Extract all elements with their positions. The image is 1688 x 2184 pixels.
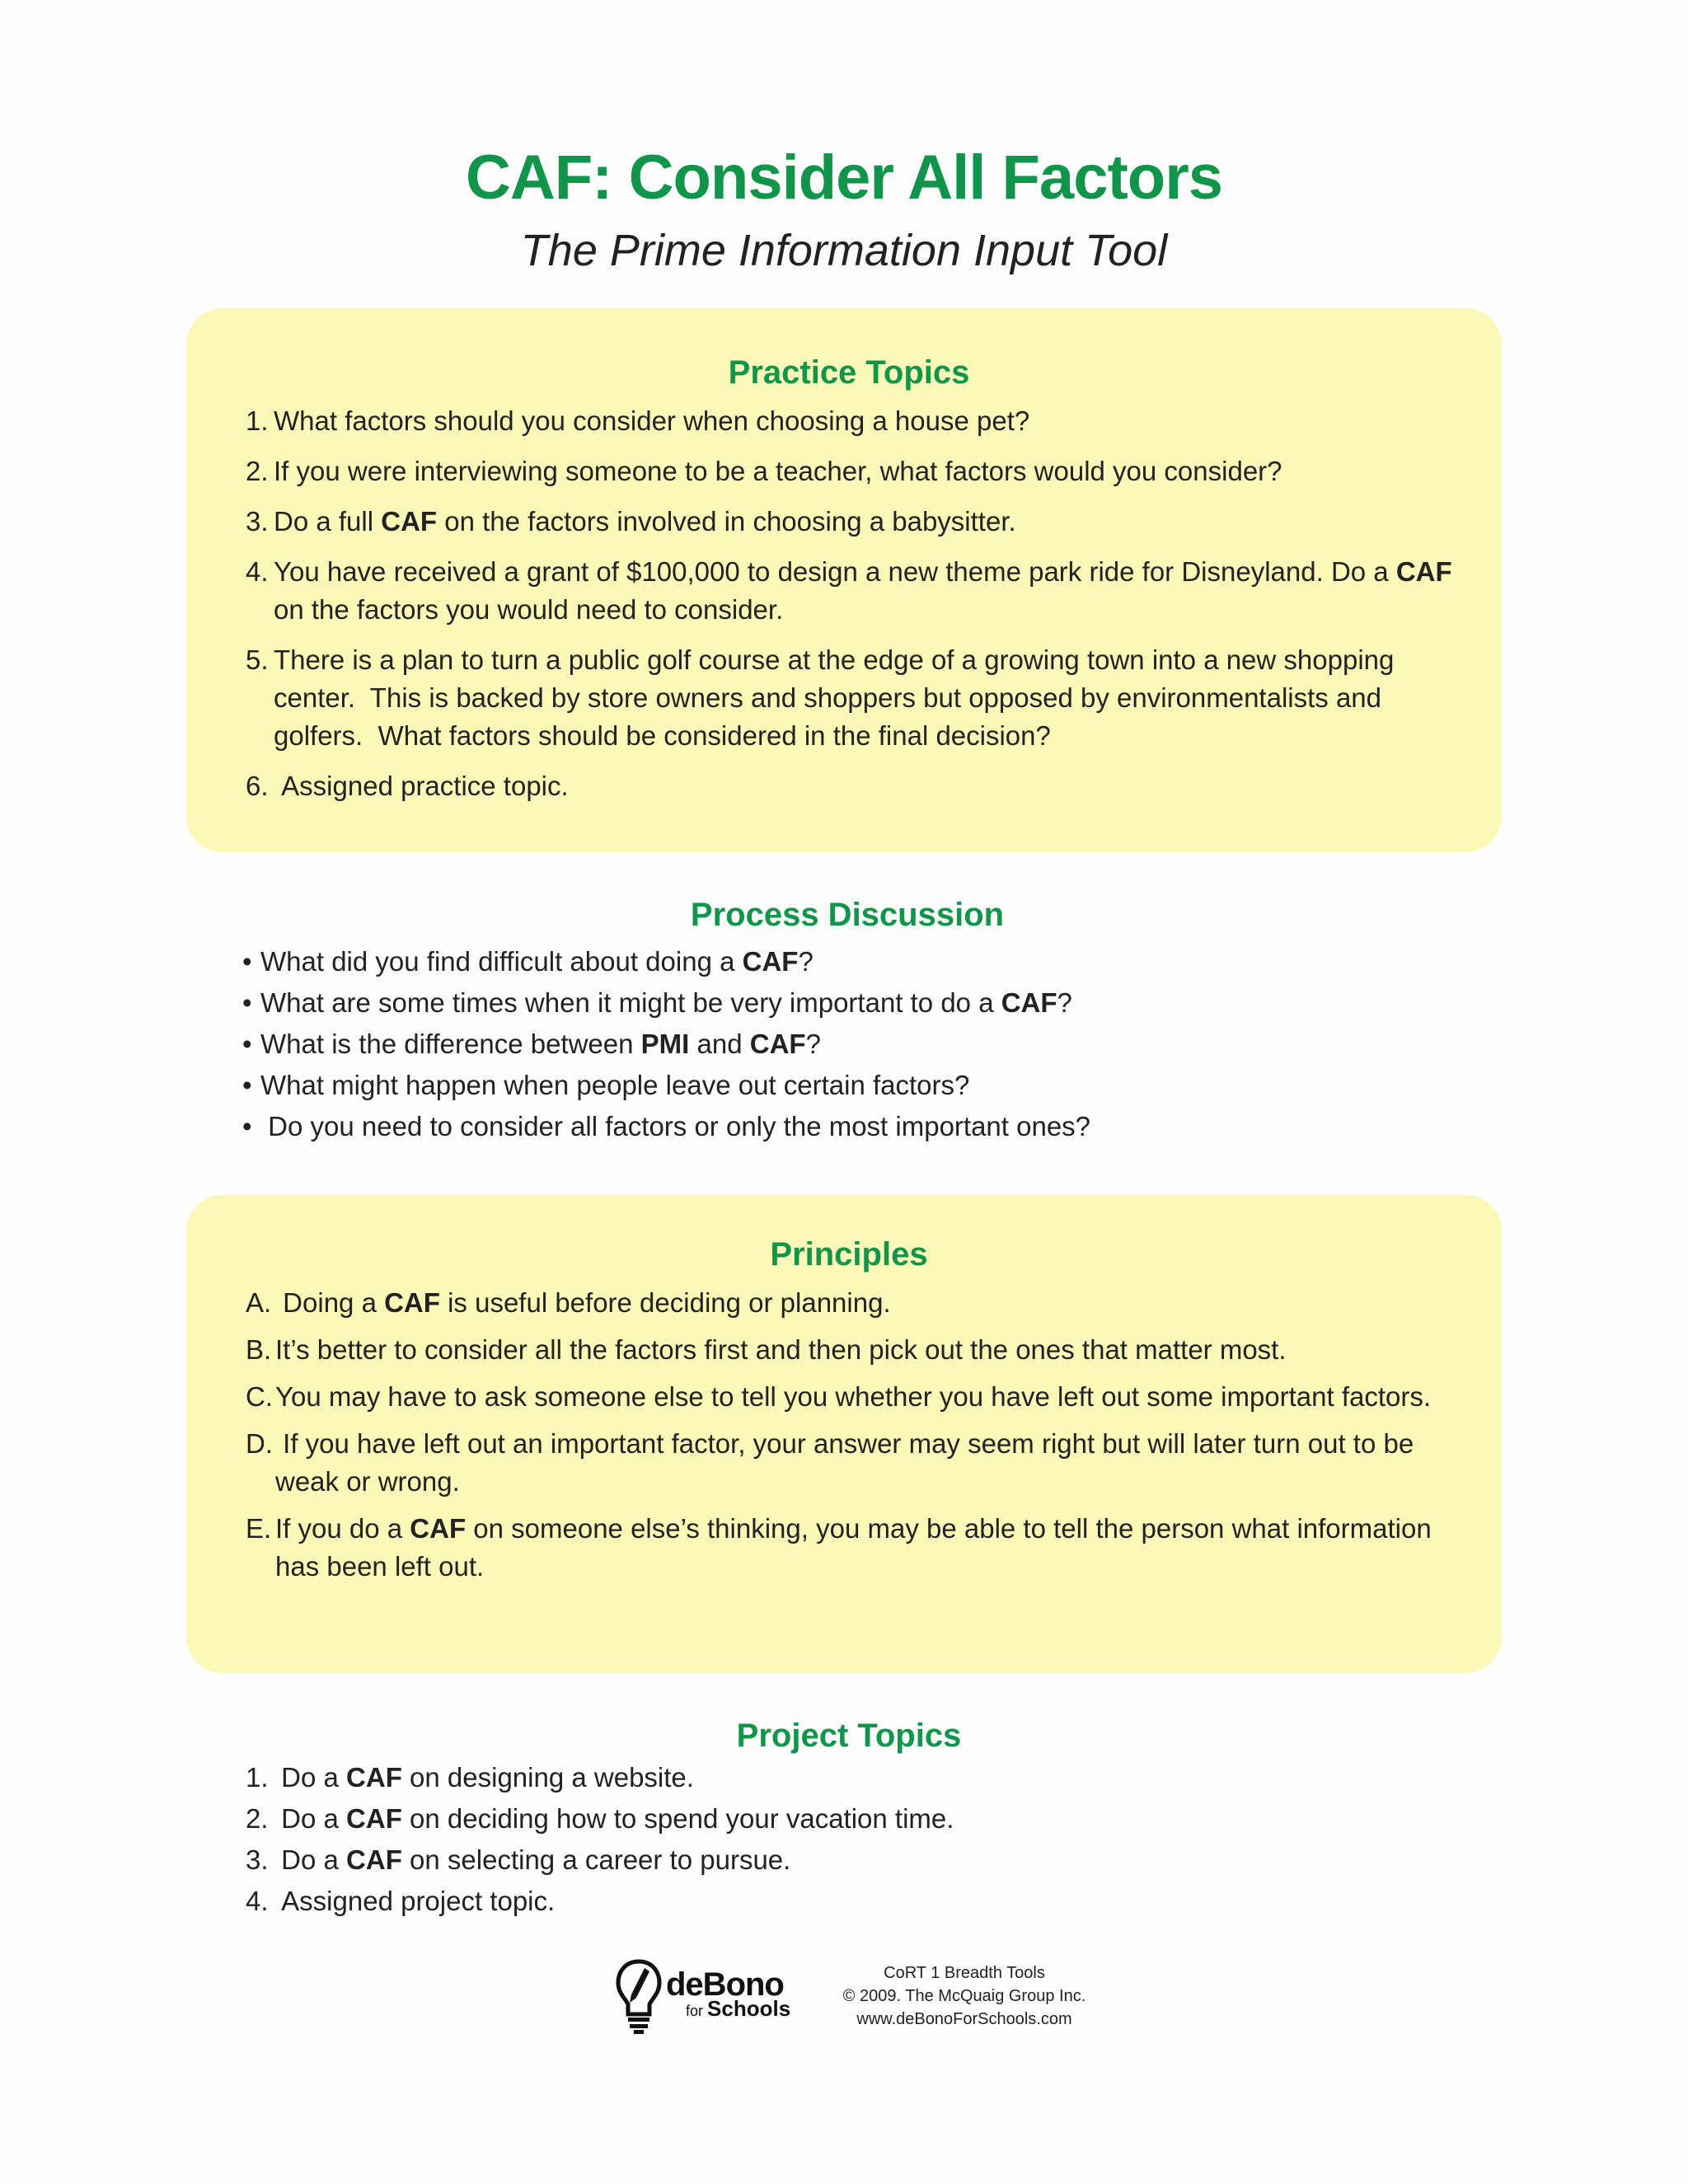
- text-run: Do a full: [274, 506, 382, 537]
- bold-term: CAF: [381, 506, 438, 537]
- text-run: on selecting a career to pursue.: [401, 1844, 791, 1875]
- list-item-text: [274, 1800, 1452, 1838]
- list-item: [242, 984, 1452, 1022]
- text-run: What is the difference between: [260, 1029, 641, 1059]
- bold-term: PMI: [640, 1029, 690, 1059]
- list-item: [242, 1025, 1452, 1063]
- list-item: [242, 1066, 1452, 1104]
- text-run: and: [689, 1029, 750, 1059]
- list-item-text: [260, 1025, 1452, 1063]
- text-run: You have received a grant of $100,000 to design a new theme park ride for Disneyland. Do a: [274, 556, 1396, 587]
- text-run: It’s better to consider all the factors first and then pick out the ones that matter most.: [275, 1334, 1287, 1365]
- list-item-marker: 2.: [246, 1803, 269, 1834]
- list-item-text: [260, 943, 1452, 981]
- list-item: [246, 1841, 1452, 1879]
- list-item-text: [260, 984, 1452, 1022]
- list-item-text: [274, 402, 1452, 440]
- process-discussion-list: [242, 943, 1452, 1146]
- project-topics-heading: Project Topics: [736, 1718, 962, 1754]
- list-item: [246, 1882, 1452, 1920]
- list-item: [246, 503, 1452, 541]
- credit-line-1: CoRT 1 Breadth Tools: [884, 1964, 1045, 1982]
- bold-term: CAF: [346, 1844, 402, 1875]
- bold-term: CAF: [1001, 987, 1057, 1018]
- list-item-text: [274, 1841, 1452, 1879]
- project-topics-panel: [186, 1714, 1502, 1945]
- text-run: What factors should you consider when choosing a house pet?: [274, 405, 1030, 436]
- list-item-marker: •: [242, 946, 252, 977]
- title-rest: Consider All Factors: [628, 143, 1223, 213]
- practice-topics-panel: [186, 308, 1502, 852]
- text-run: on designing a website.: [401, 1762, 694, 1793]
- list-item-text: [275, 1378, 1452, 1416]
- page-title: [0, 138, 1688, 218]
- list-item-text: [275, 1284, 1452, 1322]
- text-run: There is a plan to turn a public golf course at the edge of a growing town into a new shopping center. This is backed by store owners and shoppers but opposed by environmentalists and golfers. What factors should be considered in the final decision?: [274, 644, 1402, 751]
- lightbulb-icon: [615, 1957, 663, 2036]
- text-run: If you do a: [275, 1513, 410, 1544]
- list-item: [246, 641, 1452, 755]
- list-item-marker: A.: [246, 1287, 272, 1318]
- bold-term: CAF: [749, 1029, 806, 1059]
- project-topics-list: [246, 1759, 1452, 1920]
- list-item-marker: 2.: [246, 456, 269, 486]
- list-item-marker: 4.: [246, 556, 269, 587]
- text-run: Do a: [274, 1803, 347, 1834]
- principles-list: [246, 1284, 1452, 1586]
- text-run: on deciding how to spend your vacation time.: [401, 1803, 954, 1834]
- list-item-marker: 1.: [246, 405, 269, 436]
- bold-term: CAF: [384, 1287, 440, 1318]
- list-item-text: [274, 1882, 1452, 1920]
- list-item: [246, 402, 1452, 440]
- list-item: [246, 1510, 1452, 1586]
- brand-schools: Schools: [707, 1996, 791, 2021]
- list-item: [246, 767, 1452, 805]
- text-run: Do you need to consider all factors or only the most important ones?: [260, 1111, 1091, 1141]
- list-item: [246, 553, 1460, 629]
- list-item-text: [275, 1510, 1452, 1586]
- list-item-marker: •: [242, 1070, 252, 1100]
- list-item-text: [274, 553, 1460, 629]
- list-item: [246, 1331, 1452, 1369]
- page-footer: [0, 1953, 1688, 2036]
- text-run: Doing a: [275, 1287, 385, 1318]
- list-item: [246, 1759, 1452, 1797]
- list-item-marker: E.: [246, 1513, 272, 1544]
- list-item: [246, 452, 1452, 490]
- brand-for: for: [686, 2003, 704, 2019]
- text-run: If you have left out an important factor, your answer may seem right but will later turn out to be weak or wrong.: [275, 1428, 1422, 1497]
- list-item-text: [274, 767, 1452, 805]
- text-run: ?: [805, 1029, 821, 1059]
- text-run: is useful before deciding or planning.: [439, 1287, 891, 1318]
- text-run: If you were interviewing someone to be a teacher, what factors would you consider?: [274, 456, 1282, 486]
- text-run: ?: [798, 946, 814, 977]
- text-run: Do a: [274, 1762, 347, 1793]
- list-item-marker: 3.: [246, 506, 269, 537]
- list-item: [246, 1284, 1452, 1322]
- list-item-marker: •: [242, 1111, 252, 1141]
- list-item-text: [274, 452, 1452, 490]
- brand-tagline: [686, 1996, 791, 2021]
- text-run: Assigned project topic.: [274, 1886, 556, 1916]
- text-run: What might happen when people leave out certain factors?: [260, 1070, 970, 1100]
- text-run: What did you find difficult about doing a: [260, 946, 743, 977]
- list-item-marker: •: [242, 1029, 252, 1059]
- text-run: Do a: [274, 1844, 347, 1875]
- list-item-text: [260, 1108, 1452, 1146]
- list-item-marker: 3.: [246, 1844, 269, 1875]
- page-subtitle: The Prime Information Input Tool: [520, 226, 1168, 275]
- text-run: What are some times when it might be very important to do a: [260, 987, 1001, 1018]
- list-item: [246, 1425, 1452, 1501]
- text-run: on the factors involved in choosing a babysitter.: [437, 506, 1016, 537]
- brand-name: deBono: [666, 1966, 784, 2003]
- process-discussion-panel: [186, 893, 1502, 1165]
- credits-block: [824, 1961, 1104, 2031]
- list-item: [246, 1800, 1452, 1838]
- page-header: [0, 138, 1688, 279]
- list-item: [242, 943, 1452, 981]
- list-item-marker: 6.: [246, 771, 269, 801]
- text-run: on someone else’s thinking, you may be able to tell the person what information has been left out.: [275, 1513, 1439, 1582]
- bold-term: CAF: [346, 1803, 402, 1834]
- practice-topics-list: [246, 402, 1460, 805]
- list-item-marker: •: [242, 987, 252, 1018]
- title-lead: CAF:: [465, 143, 612, 213]
- list-item-marker: C.: [246, 1381, 273, 1412]
- text-run: Assigned practice topic.: [274, 771, 569, 801]
- principles-heading: Principles: [770, 1236, 928, 1272]
- list-item-marker: B.: [246, 1334, 272, 1365]
- bold-term: CAF: [410, 1513, 467, 1544]
- debono-logo: [615, 1957, 809, 2036]
- list-item-text: [274, 641, 1452, 755]
- list-item-marker: 4.: [246, 1886, 269, 1916]
- list-item-text: [275, 1331, 1452, 1369]
- principles-panel: [186, 1195, 1502, 1673]
- list-item-text: [274, 1759, 1452, 1797]
- list-item-text: [260, 1066, 1452, 1104]
- bold-term: CAF: [346, 1762, 402, 1793]
- list-item-text: [275, 1425, 1452, 1501]
- text-run: ?: [1057, 987, 1072, 1018]
- list-item-text: [274, 503, 1452, 541]
- list-item: [242, 1108, 1452, 1146]
- credit-line-2: © 2009. The McQuaig Group Inc.: [842, 1987, 1086, 2005]
- credit-line-3: www.deBonoForSchools.com: [856, 2010, 1072, 2028]
- bold-term: CAF: [1395, 556, 1452, 587]
- practice-topics-heading: Practice Topics: [728, 354, 970, 391]
- list-item-marker: 5.: [246, 644, 269, 675]
- list-item: [246, 1378, 1452, 1416]
- text-run: on the factors you would need to consider.: [274, 556, 1460, 625]
- list-item-marker: 1.: [246, 1762, 269, 1793]
- bold-term: CAF: [742, 946, 799, 977]
- text-run: You may have to ask someone else to tell you whether you have left out some important factors.: [275, 1381, 1432, 1412]
- list-item-marker: D.: [246, 1428, 273, 1459]
- process-discussion-heading: Process Discussion: [690, 897, 1005, 933]
